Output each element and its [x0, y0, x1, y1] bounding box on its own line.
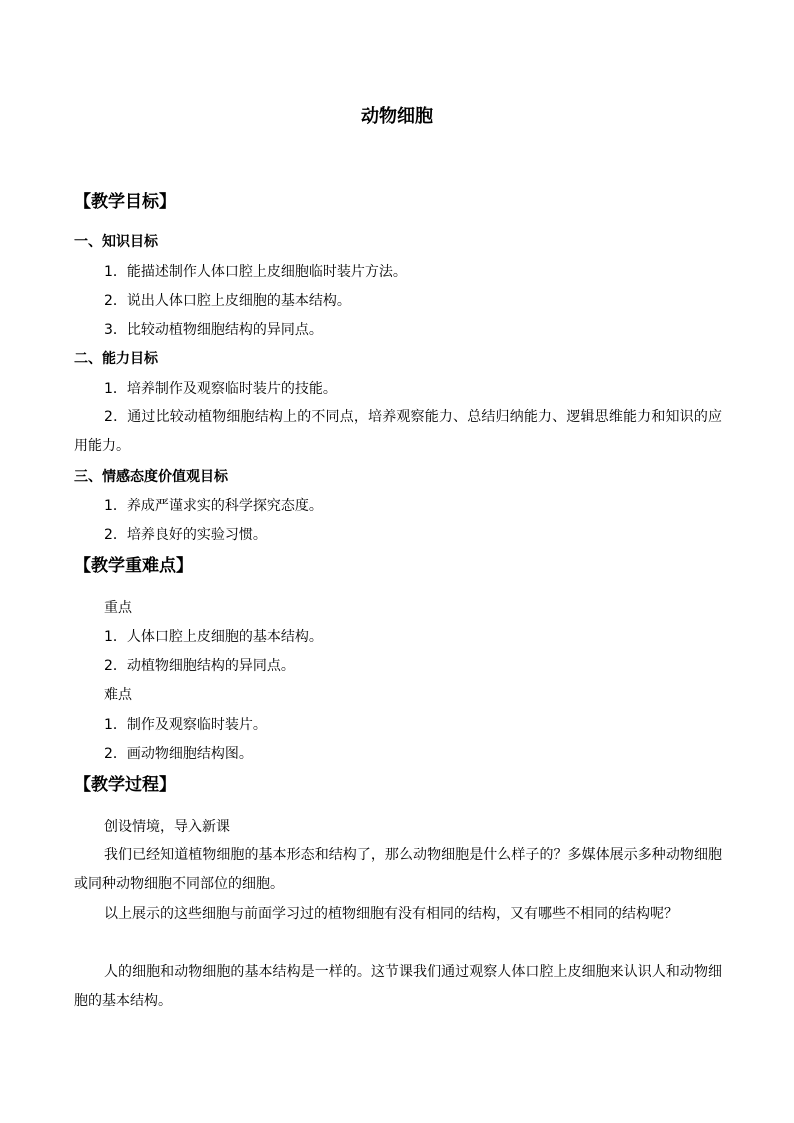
focus-item: 1．人体口腔上皮细胞的基本结构。 — [104, 629, 323, 645]
focus-label: 重点 — [104, 600, 132, 616]
attitude-heading: 三、情感态度价值观目标 — [74, 469, 228, 485]
ability-item: 2．通过比较动植物细胞结构上的不同点，培养观察能力、总结归纳能力、逻辑思维能力和知识的应用能力。 — [74, 409, 722, 454]
ability-item: 1．培养制作及观察临时装片的技能。 — [104, 381, 337, 397]
knowledge-item: 3．比较动植物细胞结构的异同点。 — [104, 322, 323, 338]
difficulty-item: 1．制作及观察临时装片。 — [104, 717, 267, 733]
process-intro: 创设情境，导入新课 — [104, 819, 230, 835]
attitude-item: 1．养成严谨求实的科学探究态度。 — [104, 498, 323, 514]
key-points-heading: 【教学重难点】 — [74, 556, 193, 576]
difficulty-label: 难点 — [104, 687, 132, 703]
ability-heading: 二、能力目标 — [74, 351, 158, 367]
process-heading: 【教学过程】 — [74, 775, 176, 795]
attitude-item: 2．培养良好的实验习惯。 — [104, 527, 267, 543]
page-title: 动物细胞 — [361, 106, 433, 127]
knowledge-heading: 一、知识目标 — [74, 234, 158, 250]
difficulty-item: 2．画动物细胞结构图。 — [104, 746, 253, 762]
knowledge-item: 2．说出人体口腔上皮细胞的基本结构。 — [104, 293, 351, 309]
objectives-heading: 【教学目标】 — [74, 192, 176, 212]
process-paragraph: 以上展示的这些细胞与前面学习过的植物细胞有没有相同的结构，又有哪些不相同的结构呢？ — [104, 906, 678, 922]
process-paragraph: 人的细胞和动物细胞的基本结构是一样的。这节课我们通过观察人体口腔上皮细胞来认识人和动物细胞的基本结构。 — [74, 964, 722, 1009]
focus-item: 2．动植物细胞结构的异同点。 — [104, 658, 295, 674]
knowledge-item: 1．能描述制作人体口腔上皮细胞临时装片方法。 — [104, 264, 407, 280]
process-paragraph: 我们已经知道植物细胞的基本形态和结构了，那么动物细胞是什么样子的？多媒体展示多种动物细胞或同种动物细胞不同部位的细胞。 — [74, 847, 722, 892]
